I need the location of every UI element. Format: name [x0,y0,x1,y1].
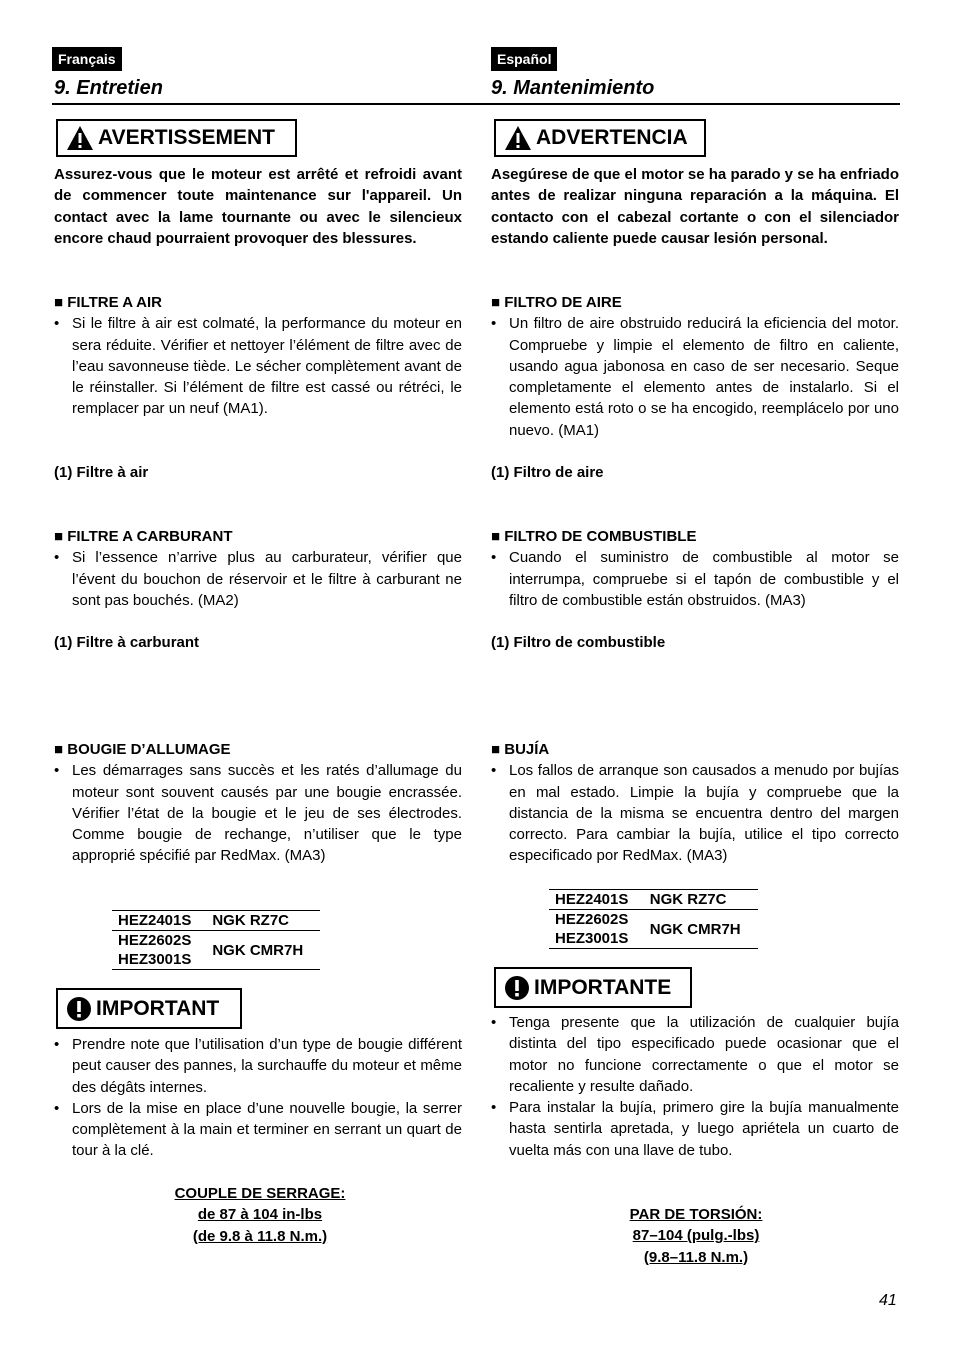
table-model: HEZ2602S HEZ3001S [549,910,644,949]
table-model: HEZ2401S [549,890,644,910]
fuel-filter-section-spanish [491,526,899,611]
important-label-french: IMPORTANT [96,996,220,1020]
exclamation-circle-icon [504,975,530,1001]
spanish-column [491,164,899,249]
fuel-filter-bullet-french: • Si l’essence n’arrive plus au carburateur, vérifier que l’évent du bouchon de réservoir et le filtre à carburant ne sont pas bouchés. (MA2) [54,549,462,609]
spark-plug-section-spanish [491,739,899,867]
spark-plug-table-french [112,910,320,970]
list-item: • Para instalar la bujía, primero gire la bujía manualmente hasta sentirla apretada, y luego apriétela un cuarto de vuelta más con una llave de tubo. [491,1099,899,1159]
table-plug: NGK CMR7H [644,910,758,949]
table-plug: NGK RZ7C [206,911,320,931]
torque-spec-french: COUPLE DE SERRAGE: de 87 à 104 in-lbs (de 9.8 à 11.8 N.m.) [174,1185,346,1245]
french-column [54,164,462,249]
fuel-filter-caption-french: (1) Filtre à carburant [54,634,200,651]
air-filter-section-spanish [491,292,899,441]
fuel-filter-heading-spanish: ■ FILTRO DE COMBUSTIBLE [491,528,697,545]
header-rule [52,103,900,105]
spark-plug-heading-spanish: ■ BUJÍA [491,741,550,758]
spark-plug-table-spanish [549,889,758,949]
spark-plug-heading-french: ■ BOUGIE D’ALLUMAGE [54,741,231,758]
warning-box-spanish [494,119,706,157]
fuel-filter-section-french [54,526,462,611]
spark-plug-bullet-spanish: • Los fallos de arranque son causados a menudo por bujías en mal estado. Limpie la bujía y compruebe que la distancia de la misma se encuentra dentro del margen correcto. Para cambiar la bujía, utilice el tipo correcto especificado por RedMax. (MA3) [491,762,899,865]
fuel-filter-caption-spanish: (1) Filtro de combustible [491,634,666,651]
list-item: • Prendre note que l’utilisation d’un type de bougie différent peut causer des pannes, la surchauffe du moteur et même des dégâts internes. [54,1036,462,1096]
warning-box-french [56,119,297,157]
warning-triangle-icon [504,125,532,151]
warning-triangle-icon [66,125,94,151]
language-tag-french: Français [52,47,122,71]
table-plug: NGK RZ7C [644,890,758,910]
table-model: HEZ2602S HEZ3001S [112,931,206,970]
section-title-spanish: 9. Mantenimiento [491,77,655,99]
important-box-spanish [494,967,692,1008]
warning-label-spanish: ADVERTENCIA [536,126,688,149]
air-filter-caption-spanish: (1) Filtro de aire [491,464,604,481]
table-plug: NGK CMR7H [206,931,320,970]
list-item: • Lors de la mise en place d’une nouvelle bougie, la serrer complètement à la main et terminer en serrant un quart de tour à la clé. [54,1099,462,1160]
air-filter-caption-french: (1) Filtre à air [54,464,149,481]
important-list-spanish [491,1012,899,1161]
page-number: 41 [879,1292,897,1309]
important-list-french [54,1034,462,1162]
warning-text-french: Assurez-vous que le moteur est arrêté et refroidi avant de commencer toute maintenance sur l'appareil. Un contact avec la lame tournante ou avec le silencieux encore chaud pourraient provoquer des blessures. [54,166,462,247]
air-filter-section-french [54,292,462,420]
spark-plug-bullet-french: • Les démarrages sans succès et les ratés d’allumage du moteur sont souvent causés par une bougie encrassée. Vérifier l’état de la bougie et le jeu de ses électrodes. Comme bougie de rechange, n’utiliser que le type approprié spécifié par RedMax. (MA3) [54,762,462,865]
warning-label-french: AVERTISSEMENT [98,126,275,149]
language-tag-spanish: Español [491,47,557,71]
air-filter-bullet-spanish: • Un filtro de aire obstruido reducirá la eficiencia del motor. Compruebe y limpie el elemento de filtro en caliente, usando agua jabonosa en caso de ser necesario. Seque completamente el elemento antes de instalarlo. Si el elemento está roto o se ha encogido, reemplácelo por uno nuevo. (MA1) [491,315,899,439]
fuel-filter-bullet-spanish: • Cuando el suministro de combustible al motor se interrumpa, compruebe si el tapón de combustible y el filtro de combustible están obstruidos. (MA3) [491,549,899,609]
air-filter-heading-spanish: ■ FILTRO DE AIRE [491,294,622,311]
important-label-spanish: IMPORTANTE [534,975,672,999]
table-model: HEZ2401S [112,911,206,931]
exclamation-circle-icon [66,996,92,1022]
torque-spec-spanish: PAR DE TORSIÓN: 87–104 (pulg.-lbs) (9.8–11.8 N.m.) [629,1206,763,1266]
fuel-filter-heading-french: ■ FILTRE A CARBURANT [54,528,233,545]
list-item: • Tenga presente que la utilización de cualquier bujía distinta del tipo especificado puede ocasionar que el motor no funcione correctamente o que el motor se recaliente y resulte dañado. [491,1014,899,1095]
air-filter-bullet-french: • Si le filtre à air est colmaté, la performance du moteur en sera réduite. Vérifier et nettoyer l’élément de filtre avec de l’eau savonneuse tiède. Le sécher complètement avant de le réinstaller. Si l’élément de filtre est cassé ou rétréci, le remplacer par un neuf (MA1). [54,315,462,418]
spark-plug-section-french [54,739,462,867]
important-box-french [56,988,242,1029]
warning-text-spanish: Asegúrese de que el motor se ha parado y se ha enfriado antes de realizar ninguna reparación a la máquina. El contacto con el cabezal cortante o con el silenciador estando caliente puede causar lesión personal. [491,166,899,247]
air-filter-heading-french: ■ FILTRE A AIR [54,294,162,311]
section-title-french: 9. Entretien [54,77,163,99]
